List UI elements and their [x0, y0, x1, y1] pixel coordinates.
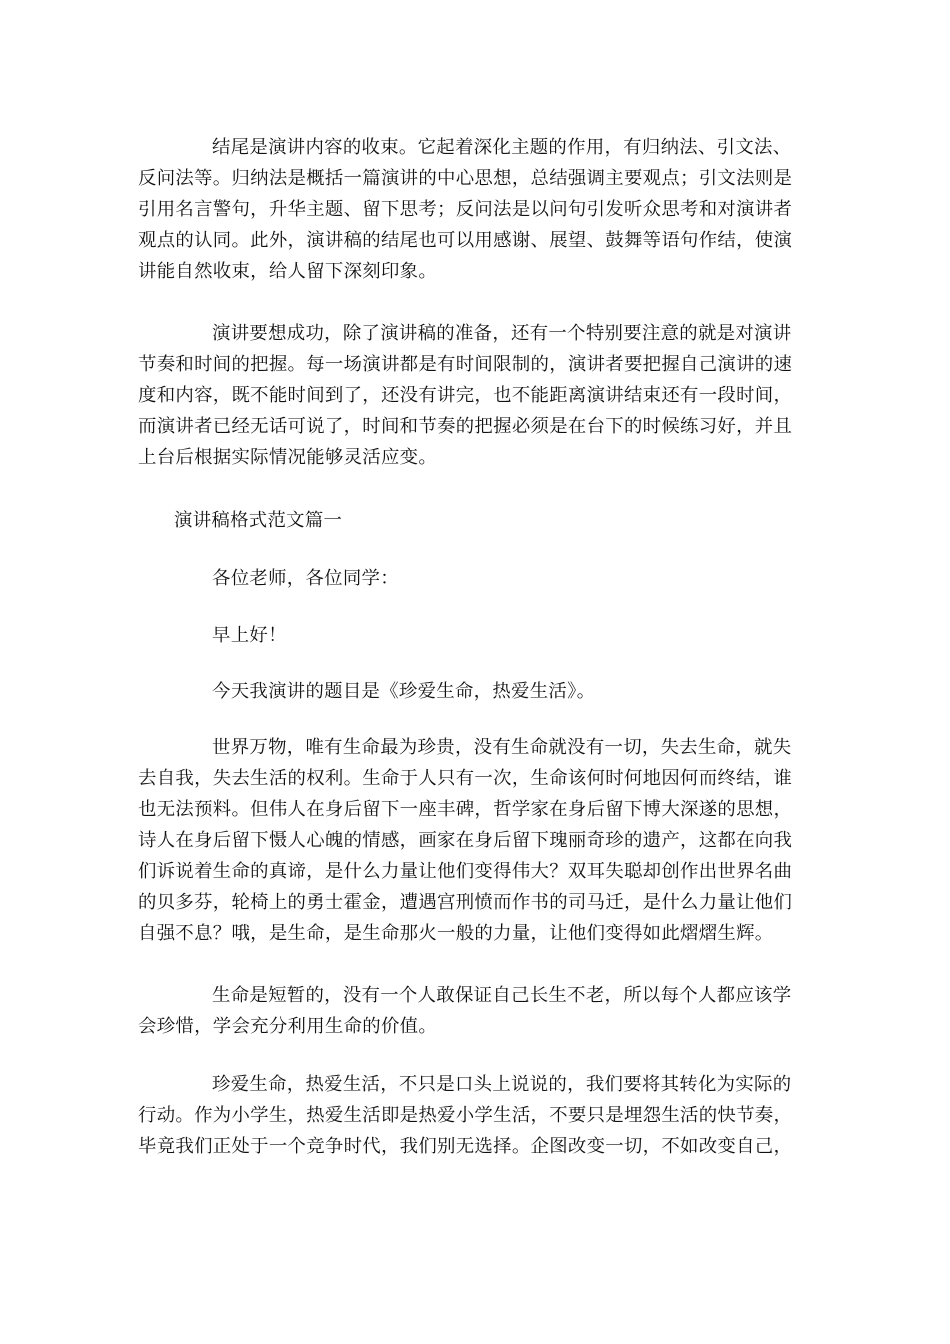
text-line: 珍爱生命，热爱生活，不只是口头上说说的，我们要将其转化为实际的 [212, 1074, 792, 1095]
paragraph-cherish-life [138, 1069, 810, 1162]
morning-greeting [138, 620, 810, 651]
paragraph-life-precious [138, 732, 810, 949]
morning-greeting-text: 早上好！ [212, 625, 287, 646]
speech-topic [138, 676, 810, 707]
greeting [138, 563, 810, 594]
text-line: 引用名言警句，升华主题、留下思考；反问法是以问句引发听众思考和对演讲者 [138, 199, 793, 220]
text-line: 去自我，失去生活的权利。生命于人只有一次，生命该何时何地因何而终结，谁 [138, 768, 793, 789]
paragraph-life-short [138, 980, 810, 1042]
text-line: 的贝多芬，轮椅上的勇士霍金，遭遇宫刑愤而作书的司马迁，是什么力量让他们 [138, 892, 793, 913]
text-line: 度和内容，既不能时间到了，还没有讲完，也不能距离演讲结束还有一段时间， [138, 385, 793, 406]
text-line: 而演讲者已经无话可说了，时间和节奏的把握必须是在台下的时候练习好，并且 [138, 416, 793, 437]
text-line: 结尾是演讲内容的收束。它起着深化主题的作用，有归纳法、引文法、 [212, 137, 792, 158]
text-line: 自强不息？哦，是生命，是生命那火一般的力量，让他们变得如此熠熠生辉。 [138, 923, 774, 944]
text-line: 节奏和时间的把握。每一场演讲都是有时间限制的，演讲者要把握自己演讲的速 [138, 354, 793, 375]
text-line: 会珍惜，学会充分利用生命的价值。 [138, 1016, 438, 1037]
text-line: 行动。作为小学生，热爱生活即是热爱小学生活，不要只是埋怨生活的快节奏， [138, 1105, 793, 1126]
text-line: 上台后根据实际情况能够灵活应变。 [138, 447, 438, 468]
speech-topic-text: 今天我演讲的题目是《珍爱生命，热爱生活》。 [212, 681, 596, 702]
paragraph-conclusion [138, 132, 810, 287]
text-line: 毕竟我们正处于一个竞争时代，我们别无选择。企图改变一切，不如改变自己， [138, 1136, 793, 1157]
text-line: 也无法预料。但伟人在身后留下一座丰碑，哲学家在身后留下博大深遂的思想， [138, 799, 793, 820]
text-line: 演讲要想成功，除了演讲稿的准备，还有一个特别要注意的就是对演讲 [212, 323, 792, 344]
text-line: 们诉说着生命的真谛，是什么力量让他们变得伟大？双耳失聪却创作出世界名曲 [138, 861, 793, 882]
text-line: 生命是短暂的，没有一个人敢保证自己长生不老，所以每个人都应该学 [212, 985, 792, 1006]
text-line: 观点的认同。此外，演讲稿的结尾也可以用感谢、展望、鼓舞等语句作结，使演 [138, 230, 793, 251]
text-line: 世界万物，唯有生命最为珍贵，没有生命就没有一切，失去生命，就失 [212, 737, 792, 758]
text-line: 反问法等。归纳法是概括一篇演讲的中心思想，总结强调主要观点；引文法则是 [138, 168, 793, 189]
section-title-text: 演讲稿格式范文篇一 [174, 510, 343, 531]
text-line: 讲能自然收束，给人留下深刻印象。 [138, 261, 438, 282]
greeting-text: 各位老师，各位同学： [212, 568, 399, 589]
paragraph-timing [138, 318, 810, 473]
text-line: 诗人在身后留下慑人心魄的情感，画家在身后留下瑰丽奇珍的遗产，这都在向我 [138, 830, 793, 851]
section-title [174, 505, 774, 536]
